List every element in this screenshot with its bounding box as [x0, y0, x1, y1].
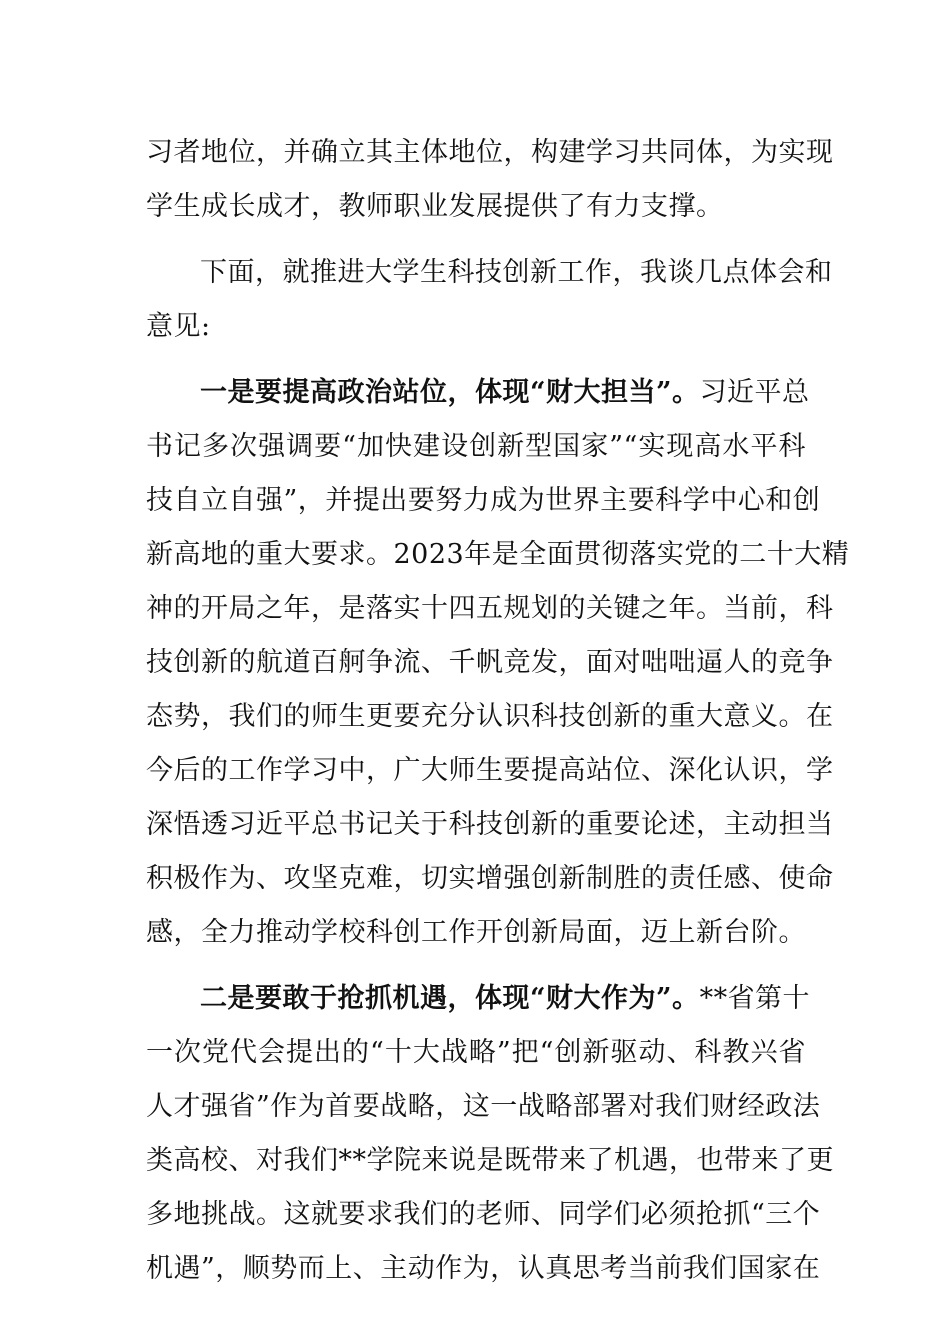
paragraph-line: 积极作为、攻坚克难，切实增强创新制胜的责任感、使命 — [146, 863, 834, 894]
paragraph-spacer — [146, 354, 806, 366]
section-2-first-line-rest: **省第十 — [699, 983, 811, 1014]
paragraph-line: 技自立自强”，并提出要努力成为世界主要科学中心和创 — [146, 485, 821, 516]
paragraph-line: 书记多次强调要“加快建设创新型国家”“实现高水平科 — [146, 431, 806, 462]
paragraph-line: 机遇”，顺势而上、主动作为，认真思考当前我们国家在 — [146, 1253, 821, 1284]
paragraph-line: 态势，我们的师生更要充分认识科技创新的重大意义。在 — [146, 701, 834, 732]
paragraph-line: 深悟透习近平总书记关于科技创新的重要论述，主动担当 — [146, 809, 834, 840]
paragraph-line: 学生成长成才，教师职业发展提供了有力支撑。 — [146, 191, 724, 222]
paragraph-line: 感，全力推动学校科创工作开创新局面，迈上新台阶。 — [146, 917, 806, 948]
paragraph-line: 今后的工作学习中，广大师生要提高站位、深化认识，学 — [146, 755, 834, 786]
paragraph-line: 神的开局之年，是落实十四五规划的关键之年。当前，科 — [146, 593, 834, 624]
paragraph-line: 意见: — [146, 311, 211, 342]
section-2-heading: 二是要敢于抢抓机遇，体现“财大作为”。 — [200, 983, 700, 1014]
paragraph-spacer — [146, 234, 806, 246]
paragraph-line: 新高地的重大要求。2023年是全面贯彻落实党的二十大精 — [146, 539, 850, 570]
paragraph-line: 多地挑战。这就要求我们的老师、同学们必须抢抓“三个 — [146, 1199, 821, 1230]
paragraph-line: 一次党代会提出的“十大战略”把“创新驱动、科教兴省 — [146, 1037, 806, 1068]
paragraph-line: 技创新的航道百舸争流、千帆竞发，面对咄咄逼人的竞争 — [146, 647, 834, 678]
section-1-first-line — [146, 366, 810, 420]
document-body — [146, 126, 850, 1296]
paragraph-line: 人才强省”作为首要战略，这一战略部署对我们财经政法 — [146, 1091, 821, 1122]
paragraph-line: 习者地位，并确立其主体地位，构建学习共同体，为实现 — [146, 137, 834, 168]
section-1-first-line-rest: 习近平总 — [699, 377, 810, 408]
paragraph-spacer — [146, 960, 806, 972]
paragraph-line: 下面，就推进大学生科技创新工作，我谈几点体会和 — [200, 257, 833, 288]
section-2-first-line — [146, 972, 811, 1026]
paragraph-line: 类高校、对我们**学院来说是既带来了机遇，也带来了更 — [146, 1145, 834, 1176]
section-1-heading: 一是要提高政治站位，体现“财大担当”。 — [200, 377, 700, 408]
